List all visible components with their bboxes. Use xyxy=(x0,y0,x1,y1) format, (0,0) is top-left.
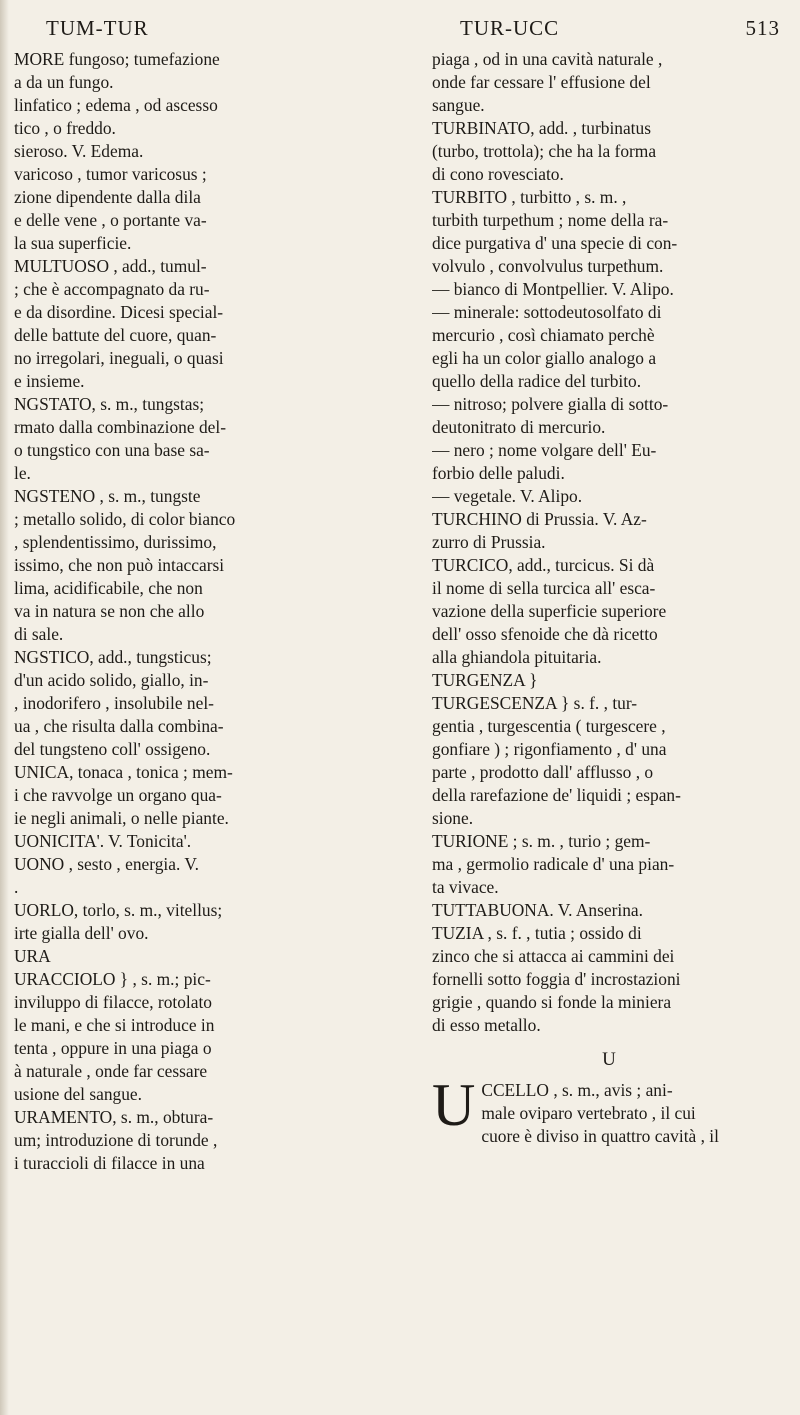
text-line: male oviparo vertebrato , il cui xyxy=(481,1103,696,1123)
text-line: piaga , od in una cavità naturale , xyxy=(432,49,663,69)
text-line: CCELLO , s. m., avis ; ani- xyxy=(481,1080,673,1100)
text-line: della rarefazione de' liquidi ; espan- xyxy=(432,785,681,805)
text-line: delle battute del cuore, quan- xyxy=(14,325,217,345)
text-line: gonfiare ) ; rigonfiamento , d' una xyxy=(432,739,667,759)
left-column-text xyxy=(14,48,382,1175)
section-letter: U xyxy=(602,1049,616,1070)
text-line: egli ha un color giallo analogo a xyxy=(432,348,657,368)
text-line: la sua superficie. xyxy=(14,233,132,253)
page-number: 513 xyxy=(745,16,780,40)
text-line: UNICA, tonaca , tonica ; mem- xyxy=(14,762,233,782)
text-line: TURCICO, add., turcicus. Si dà xyxy=(432,555,655,575)
text-line: tenta , oppure in una piaga o xyxy=(14,1038,212,1058)
text-line: i turaccioli di filacce in una xyxy=(14,1153,205,1173)
text-line: NGSTENO , s. m., tungste xyxy=(14,486,201,506)
text-line: e da disordine. Dicesi special- xyxy=(14,302,224,322)
text-block xyxy=(14,48,382,1175)
text-line: no irregolari, ineguali, o quasi xyxy=(14,348,224,368)
text-line: , inodorifero , insolubile nel- xyxy=(14,693,214,713)
text-line: à naturale , onde far cessare xyxy=(14,1061,208,1081)
text-line: a da un fungo. xyxy=(14,72,114,92)
text-line: ma , germolio radicale d' una pian- xyxy=(432,854,675,874)
text-line: MULTUOSO , add., tumul- xyxy=(14,256,207,276)
text-line: lima, acidificabile, che non xyxy=(14,578,203,598)
text-line: issimo, che non può intaccarsi xyxy=(14,555,225,575)
text-line: tico , o freddo. xyxy=(14,118,116,138)
text-line: del tungsteno coll' ossigeno. xyxy=(14,739,211,759)
text-line: TURGENZA } xyxy=(432,670,538,690)
text-line: va in natura se non che allo xyxy=(14,601,205,621)
text-line: rmato dalla combinazione del- xyxy=(14,417,226,437)
text-line: — vegetale. V. Alipo. xyxy=(432,486,583,506)
text-line: NGSTICO, add., tungsticus; xyxy=(14,647,212,667)
text-line: TURIONE ; s. m. , turio ; gem- xyxy=(432,831,651,851)
text-line: NGSTATO, s. m., tungstas; xyxy=(14,394,205,414)
text-line: onde far cessare l' effusione del xyxy=(432,72,651,92)
text-line: usione del sangue. xyxy=(14,1084,142,1104)
text-line: UONICITA'. V. Tonicita'. xyxy=(14,831,192,851)
text-block xyxy=(432,48,786,1037)
text-line: — bianco di Montpellier. V. Alipo. xyxy=(432,279,674,299)
text-line: ua , che risulta dalla combina- xyxy=(14,716,224,736)
text-line: di sale. xyxy=(14,624,64,644)
text-line: varicoso , tumor varicosus ; xyxy=(14,164,207,184)
right-column-text xyxy=(432,48,786,1148)
text-line: mercurio , così chiamato perchè xyxy=(432,325,655,345)
text-line: dice purgativa d' una specie di con- xyxy=(432,233,678,253)
text-line: deutonitrato di mercurio. xyxy=(432,417,606,437)
text-line: — nero ; nome volgare dell' Eu- xyxy=(432,440,657,460)
text-line: cuore è diviso in quattro cavità , il xyxy=(481,1126,719,1146)
text-line: d'un acido solido, giallo, in- xyxy=(14,670,209,690)
text-line: TUTTABUONA. V. Anserina. xyxy=(432,900,643,920)
text-line: volvulo , convolvulus turpethum. xyxy=(432,256,664,276)
text-line: ie negli animali, o nelle piante. xyxy=(14,808,229,828)
text-line: e insieme. xyxy=(14,371,85,391)
text-line: il nome di sella turcica all' esca- xyxy=(432,578,656,598)
text-line: parte , prodotto dall' afflusso , o xyxy=(432,762,654,782)
text-line: sione. xyxy=(432,808,474,828)
text-line: MORE fungoso; tumefazione xyxy=(14,49,220,69)
text-line: gentia , turgescentia ( turgescere , xyxy=(432,716,666,736)
text-line: i che ravvolge un organo qua- xyxy=(14,785,222,805)
text-line: URACCIOLO } , s. m.; pic- xyxy=(14,969,211,989)
text-line: TUZIA , s. f. , tutia ; ossido di xyxy=(432,923,642,943)
text-line: . xyxy=(14,877,19,897)
text-line: URA xyxy=(14,946,51,966)
text-line: ; metallo solido, di color bianco xyxy=(14,509,236,529)
text-line: TURBITO , turbitto , s. m. , xyxy=(432,187,627,207)
text-line: quello della radice del turbito. xyxy=(432,371,642,391)
text-line: URAMENTO, s. m., obtura- xyxy=(14,1107,214,1127)
text-line: zinco che si attacca ai cammini dei xyxy=(432,946,675,966)
text-line: alla ghiandola pituitaria. xyxy=(432,647,602,667)
drop-cap: U xyxy=(432,1079,476,1138)
text-line: um; introduzione di torunde , xyxy=(14,1130,218,1150)
text-line: UORLO, torlo, s. m., vitellus; xyxy=(14,900,223,920)
text-line: grigie , quando si fonde la miniera xyxy=(432,992,672,1012)
text-line: sangue. xyxy=(432,95,485,115)
text-line: TURCHINO di Prussia. V. Az- xyxy=(432,509,647,529)
text-line: TURBINATO, add. , turbinatus xyxy=(432,118,651,138)
text-line: irte gialla dell' ovo. xyxy=(14,923,149,943)
text-line: inviluppo di filacce, rotolato xyxy=(14,992,213,1012)
text-line: e delle vene , o portante va- xyxy=(14,210,207,230)
binding-shadow xyxy=(0,0,9,1415)
right-running-head xyxy=(460,16,780,41)
text-line: le. xyxy=(14,463,31,483)
right-running-head-title: TUR-UCC xyxy=(460,16,560,40)
text-line: — minerale: sottodeutosolfato di xyxy=(432,302,662,322)
text-line: TURGESCENZA } s. f. , tur- xyxy=(432,693,638,713)
text-line: dell' osso sfenoide che dà ricetto xyxy=(432,624,658,644)
text-line: o tungstico con una base sa- xyxy=(14,440,210,460)
text-line: , splendentissimo, durissimo, xyxy=(14,532,217,552)
text-line: fornelli sotto foggia d' incrostazioni xyxy=(432,969,681,989)
text-line: turbith turpethum ; nome della ra- xyxy=(432,210,669,230)
text-line: UONO , sesto , energia. V. xyxy=(14,854,200,874)
text-line: (turbo, trottola); che ha la forma xyxy=(432,141,657,161)
text-line: — nitroso; polvere gialla di sotto- xyxy=(432,394,669,414)
right-entries xyxy=(432,48,786,1037)
left-running-head: TUM-TUR xyxy=(46,16,149,40)
text-line: sieroso. V. Edema. xyxy=(14,141,144,161)
text-line: di esso metallo. xyxy=(432,1015,541,1035)
entry-uccello xyxy=(432,1079,786,1148)
text-line: forbio delle paludi. xyxy=(432,463,565,483)
text-line: vazione della superficie superiore xyxy=(432,601,667,621)
text-line: di cono rovesciato. xyxy=(432,164,564,184)
text-line: zurro di Prussia. xyxy=(432,532,546,552)
text-line: ta vivace. xyxy=(432,877,499,897)
text-line: zione dipendente dalla dila xyxy=(14,187,201,207)
text-line: le mani, e che si introduce in xyxy=(14,1015,215,1035)
text-line: ; che è accompagnato da ru- xyxy=(14,279,210,299)
uccello-lines xyxy=(432,1079,786,1148)
text-line: linfatico ; edema , od ascesso xyxy=(14,95,218,115)
